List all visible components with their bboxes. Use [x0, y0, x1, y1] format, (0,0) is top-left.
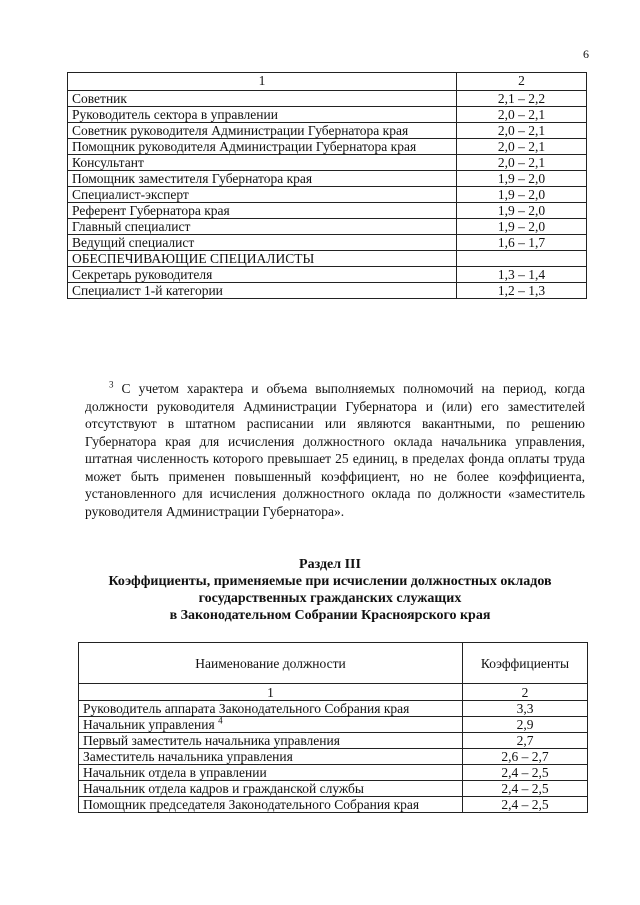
column-number-2: 2 [457, 73, 587, 91]
legislative-assembly-coefficients-table [78, 642, 588, 813]
table-row [68, 107, 587, 123]
table-row [79, 717, 588, 733]
coefficient-value: 2,0 – 2,1 [457, 107, 587, 123]
coefficient-value: 1,2 – 1,3 [457, 283, 587, 299]
position-name-text: Руководитель аппарата Законодательного Собрания края [83, 701, 410, 716]
footnote-reference: 4 [218, 715, 223, 726]
coefficient-value: 2,6 – 2,7 [463, 749, 588, 765]
coefficient-value: 1,9 – 2,0 [457, 171, 587, 187]
footnote-text: С учетом характера и объема выполняемых полномочий на период, когда должности руководителя Администрации Губернатора и (или) его заместителей отсутствуют в штатном расписании или являются вакантными, по решению Губернатора края для исчисления должностного оклада начальника управления, штатная численность которого превышает 25 единиц, в пределах фонда оплаты труда может быть применен повышенный коэффициент, но не более коэффициента, установленного для исчисления должностного оклада по должности «заместитель руководителя Администрации Губернатора». [85, 381, 585, 519]
table-row [68, 235, 587, 251]
table-header-row [68, 73, 587, 91]
table-row [68, 203, 587, 219]
table-row [68, 267, 587, 283]
table-row [79, 797, 588, 813]
position-name: Специалист 1-й категории [68, 283, 457, 299]
position-name: ОБЕСПЕЧИВАЮЩИЕ СПЕЦИАЛИСТЫ [68, 251, 457, 267]
position-name [79, 717, 463, 733]
position-name-text: Помощник председателя Законодательного Собрания края [83, 797, 420, 812]
position-name [79, 749, 463, 765]
table-row [68, 187, 587, 203]
position-name-text: Первый заместитель начальника управления [83, 733, 340, 748]
position-name [79, 797, 463, 813]
table-row [79, 733, 588, 749]
coefficient-value: 2,4 – 2,5 [463, 765, 588, 781]
position-name [79, 781, 463, 797]
position-name: Референт Губернатора края [68, 203, 457, 219]
table-row [68, 219, 587, 235]
position-name-text: Начальник управления [83, 717, 215, 732]
position-name: Советник [68, 91, 457, 107]
column-number-1: 1 [68, 73, 457, 91]
coefficient-value: 1,9 – 2,0 [457, 203, 587, 219]
table-row [79, 781, 588, 797]
footnote-marker: 3 [109, 379, 114, 390]
footnote-3 [85, 380, 585, 520]
coefficient-value: 2,0 – 2,1 [457, 139, 587, 155]
coefficient-value: 2,4 – 2,5 [463, 797, 588, 813]
table-row [68, 251, 587, 267]
coefficients-table-continued [67, 72, 587, 299]
table-row [79, 765, 588, 781]
table-row [79, 749, 588, 765]
section-heading [60, 556, 600, 624]
table-row [68, 123, 587, 139]
position-name-text: Начальник отдела кадров и гражданской службы [83, 781, 364, 796]
position-name [79, 733, 463, 749]
section-title: Раздел III [299, 557, 361, 572]
coefficient-value: 1,6 – 1,7 [457, 235, 587, 251]
table-row [68, 91, 587, 107]
table-header-row [79, 643, 588, 684]
coefficient-value: 2,0 – 2,1 [457, 123, 587, 139]
coefficient-value: 2,4 – 2,5 [463, 781, 588, 797]
page-number: 6 [583, 47, 589, 61]
position-name-text: Начальник отдела в управлении [83, 765, 267, 780]
table-row [79, 701, 588, 717]
position-name: Помощник руководителя Администрации Губернатора края [68, 139, 457, 155]
section-subtitle-line: государственных гражданских служащих [198, 591, 462, 606]
column-number-1: 1 [79, 684, 463, 701]
position-name: Специалист-эксперт [68, 187, 457, 203]
column-number-2: 2 [463, 684, 588, 701]
coefficient-value: 3,3 [463, 701, 588, 717]
coefficient-value: 2,0 – 2,1 [457, 155, 587, 171]
table-row [68, 283, 587, 299]
column-numbering-row [79, 684, 588, 701]
table-row [68, 155, 587, 171]
table-row [68, 139, 587, 155]
coefficient-value: 1,9 – 2,0 [457, 219, 587, 235]
coefficient-value: 1,9 – 2,0 [457, 187, 587, 203]
coefficient-value: 1,3 – 1,4 [457, 267, 587, 283]
position-name: Ведущий специалист [68, 235, 457, 251]
position-name-header: Наименование должности [79, 643, 463, 684]
position-name: Руководитель сектора в управлении [68, 107, 457, 123]
position-name: Консультант [68, 155, 457, 171]
position-name [79, 765, 463, 781]
coefficients-header: Коэффициенты [463, 643, 588, 684]
position-name: Главный специалист [68, 219, 457, 235]
position-name: Помощник заместителя Губернатора края [68, 171, 457, 187]
position-name: Секретарь руководителя [68, 267, 457, 283]
position-name-text: Заместитель начальника управления [83, 749, 293, 764]
coefficient-value: 2,9 [463, 717, 588, 733]
section-subtitle-line: в Законодательном Собрании Красноярского края [169, 608, 491, 623]
coefficient-value: 2,7 [463, 733, 588, 749]
table-row [68, 171, 587, 187]
coefficient-value [457, 251, 587, 267]
position-name [79, 701, 463, 717]
coefficient-value: 2,1 – 2,2 [457, 91, 587, 107]
section-subtitle-line: Коэффициенты, применяемые при исчислении должностных окладов [108, 574, 552, 589]
position-name: Советник руководителя Администрации Губернатора края [68, 123, 457, 139]
